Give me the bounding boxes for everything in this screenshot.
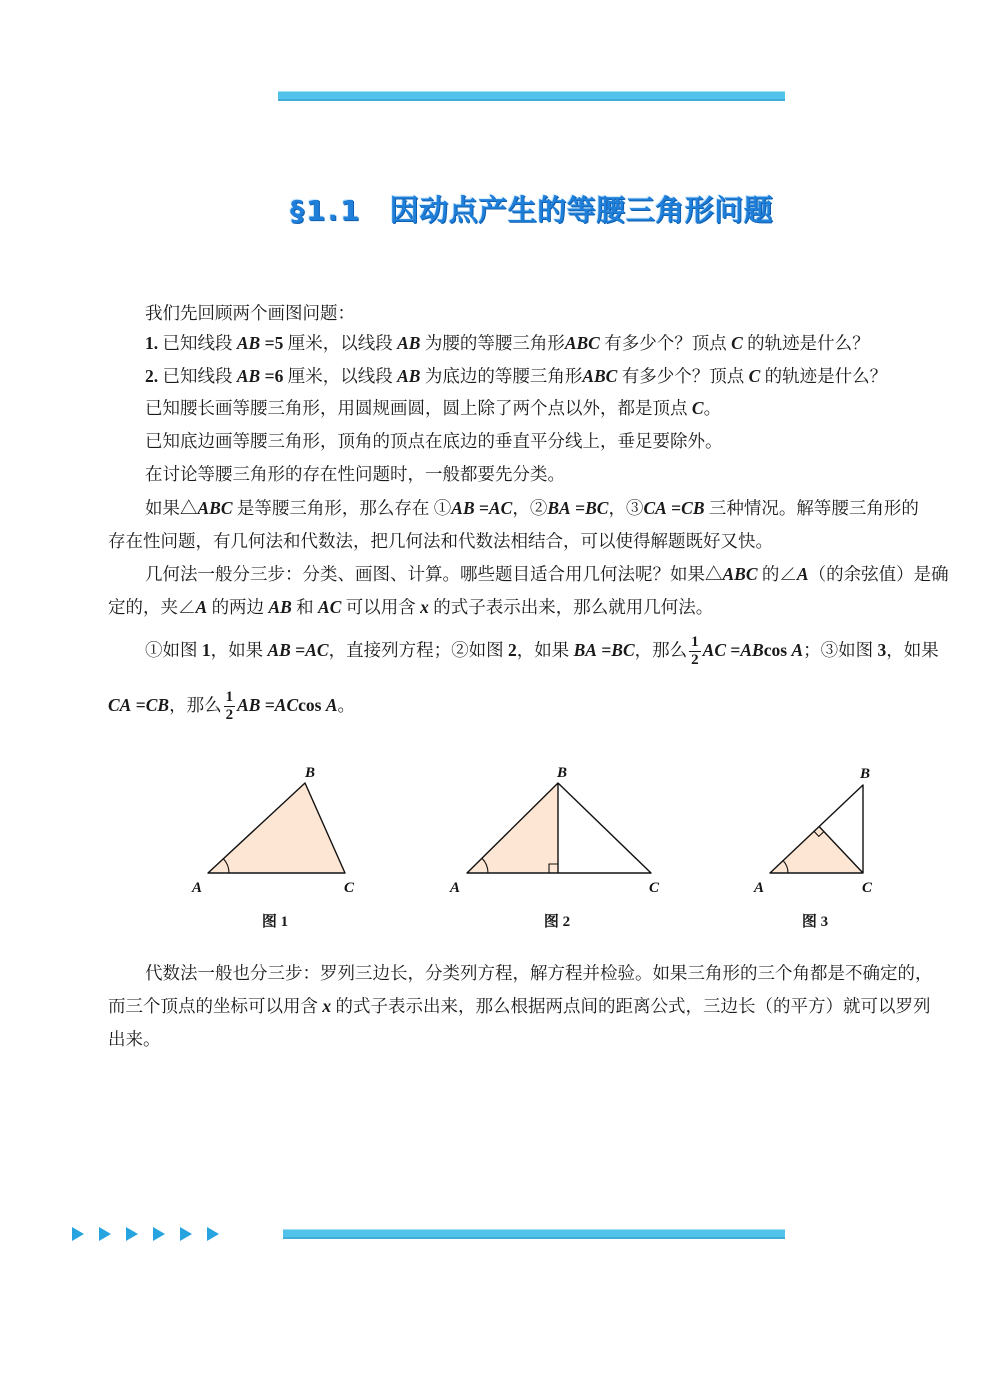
math-symbol: AB [397, 333, 421, 353]
text-run: 有多少个？顶点 [599, 333, 732, 353]
math-symbol: x [420, 597, 429, 617]
vertex-label-a: A [754, 880, 765, 896]
text-run: 已知线段 [158, 333, 237, 353]
math-text: 2. [145, 366, 159, 386]
text-run: 三种情况。解等腰三角形的 [704, 498, 919, 518]
text-run: 。 [337, 695, 356, 715]
math-text: = [131, 695, 146, 715]
math-text: = [726, 640, 741, 660]
body-line-1 [145, 299, 355, 327]
body-line-8 [108, 527, 773, 555]
play-triangle-icon [126, 1227, 138, 1241]
math-symbol: CA [643, 498, 667, 518]
math-text: cos [298, 695, 326, 715]
math-text: 2 [507, 640, 517, 660]
math-symbol: AB [236, 366, 261, 386]
text-run: 为底边的等腰三角形 [420, 366, 583, 386]
math-symbol: AC [489, 498, 513, 518]
math-symbol: AB [267, 640, 291, 660]
math-text: = [474, 498, 489, 518]
vertex-label-a: A [450, 880, 461, 896]
fraction-numerator: 1 [225, 689, 234, 706]
closing-line-2 [108, 992, 931, 1020]
math-symbol: CB [145, 695, 170, 715]
text-run: 在讨论等腰三角形的存在性问题时，一般都要先分类。 [145, 464, 565, 484]
math-symbol: AB [451, 498, 475, 518]
math-symbol: A [791, 640, 804, 660]
header-accent-bar [278, 91, 785, 101]
text-run: 为腰的等腰三角形 [420, 333, 565, 353]
text-run: 已知底边画等腰三角形，顶角的顶点在底边的垂直平分线上，垂足要除外。 [145, 431, 723, 451]
vertex-label-a: A [192, 880, 203, 896]
math-text: cos [763, 640, 792, 660]
body-line-3 [145, 362, 887, 390]
math-symbol: BA [573, 640, 597, 660]
math-symbol: AC [305, 640, 329, 660]
figure-1-caption: 图 1 [261, 914, 289, 930]
footer-accent-bar [283, 1229, 785, 1239]
math-symbol: ABC [564, 333, 600, 353]
math-symbol: CA [108, 695, 132, 715]
body-line-12 [108, 685, 355, 725]
figure-2-caption: 图 2 [543, 914, 571, 930]
vertex-label-b: B [860, 766, 871, 782]
text-run: 如果△ [145, 498, 198, 518]
figure-3 [753, 766, 873, 896]
math-symbol: A [195, 597, 208, 617]
fraction-denominator: 2 [691, 652, 699, 669]
body-line-11 [145, 630, 939, 670]
math-text: =5 [260, 333, 288, 353]
text-run: 有多少个？顶点 [617, 366, 749, 386]
text-run: ，直接列方程；②如图 [328, 640, 508, 660]
text-run: ，如果 [516, 640, 574, 660]
text-run: ；③如图 [803, 640, 878, 660]
text-run: ，② [512, 498, 548, 518]
fraction [689, 635, 701, 668]
text-run: 定的，夹∠ [108, 597, 196, 617]
text-run: 我们先回顾两个画图问题： [145, 303, 355, 323]
text-run: 存在性问题，有几何法和代数法，把几何法和代数法相结合，可以使得解题既好又快。 [108, 531, 773, 551]
text-run: ，③ [608, 498, 644, 518]
text-run: 的两边 [207, 597, 269, 617]
play-triangle-icon [99, 1227, 111, 1241]
play-triangle-icon [207, 1227, 219, 1241]
vertex-label-b: B [557, 765, 568, 781]
text-run: 的轨迹是什么？ [760, 366, 888, 386]
play-triangle-icon [72, 1227, 84, 1241]
math-symbol: BA [547, 498, 571, 518]
math-symbol: AB [268, 597, 292, 617]
math-symbol: AC [274, 695, 299, 715]
text-run: 。 [703, 398, 722, 418]
play-triangle-icon [180, 1227, 192, 1241]
math-symbol: BC [611, 640, 635, 660]
vertex-label-c: C [862, 880, 873, 896]
vertex-label-c: C [344, 880, 355, 896]
math-symbol: AB [237, 695, 261, 715]
figures-panel [0, 750, 991, 920]
figure-2 [449, 765, 660, 896]
text-run: 和 [291, 597, 319, 617]
text-run: 是等腰三角形，那么存在 ① [232, 498, 452, 518]
fraction-denominator: 2 [225, 707, 234, 724]
math-symbol: C [731, 333, 743, 353]
math-symbol: C [748, 366, 761, 386]
vertex-label-b: B [305, 765, 316, 781]
section-heading-text: 因动点产生的等腰三角形问题 [389, 193, 774, 227]
math-symbol: CB [681, 498, 705, 518]
math-text: = [570, 498, 586, 518]
text-run: ，那么 [169, 695, 222, 715]
math-symbol: x [322, 996, 332, 1016]
math-symbol: ABC [582, 366, 618, 386]
math-symbol: AB [236, 333, 261, 353]
text-run: ，如果 [886, 640, 939, 660]
body-line-5 [145, 427, 723, 455]
text-run: 的轨迹是什么？ [742, 333, 870, 353]
text-run: 已知腰长画等腰三角形，用圆规画圆，圆上除了两个点以外，都是顶点 [145, 398, 692, 418]
text-run: （的余弦值）是确 [808, 564, 949, 584]
text-run: 的式子表示出来，那么就用几何法。 [428, 597, 714, 617]
play-triangle-icon [153, 1227, 165, 1241]
math-text: 1. [145, 333, 159, 353]
math-text: 3 [877, 640, 887, 660]
text-run: 厘米，以线段 [287, 333, 398, 353]
text-run: 几何法一般分三步：分类、画图、计算。哪些题目适合用几何法呢？如果△ [145, 564, 723, 584]
body-line-10 [108, 593, 713, 621]
math-symbol: A [796, 564, 809, 584]
body-line-4 [145, 394, 721, 422]
body-line-7 [145, 494, 919, 522]
math-text: =6 [260, 366, 288, 386]
math-text: = [666, 498, 682, 518]
text-run: 出来。 [108, 1029, 161, 1049]
closing-line-1 [145, 959, 933, 987]
text-run: 可以用含 [341, 597, 421, 617]
math-symbol: BC [585, 498, 609, 518]
text-run: 的∠ [757, 564, 797, 584]
text-run: 已知线段 [158, 366, 237, 386]
body-line-6 [145, 460, 565, 488]
vertex-label-c: C [649, 880, 660, 896]
figure-3-caption: 图 3 [801, 914, 829, 930]
text-run: 代数法一般也分三步：罗列三边长，分类列方程，解方程并检验。如果三角形的三个角都是不确定的， [145, 963, 933, 983]
math-symbol: C [691, 398, 704, 418]
math-text: = [260, 695, 275, 715]
text-run: ，如果 [210, 640, 268, 660]
math-text: 1 [201, 640, 211, 660]
math-symbol: ABC [197, 498, 233, 518]
math-text: = [290, 640, 306, 660]
fraction-numerator: 1 [691, 634, 699, 651]
closing-line-3 [108, 1025, 161, 1053]
text-run: ，那么 [634, 640, 688, 660]
body-line-9 [145, 560, 949, 588]
math-symbol: AC [318, 597, 342, 617]
math-symbol: AC [702, 640, 727, 660]
text-run: ①如图 [145, 640, 202, 660]
section-number: §1.1 [290, 194, 362, 227]
text-run: 的式子表示出来，那么根据两点间的距离公式，三边长（的平方）就可以罗列 [331, 996, 931, 1016]
figure-1 [191, 765, 355, 896]
text-run: 厘米，以线段 [287, 366, 398, 386]
math-symbol: A [325, 695, 338, 715]
math-text: = [596, 640, 612, 660]
math-symbol: ABC [722, 564, 758, 584]
fraction [224, 690, 236, 723]
math-symbol: AB [397, 366, 421, 386]
section-title [290, 190, 773, 230]
math-symbol: AB [740, 640, 764, 660]
text-run: 而三个顶点的坐标可以用含 [108, 996, 323, 1016]
body-line-2 [145, 329, 870, 357]
